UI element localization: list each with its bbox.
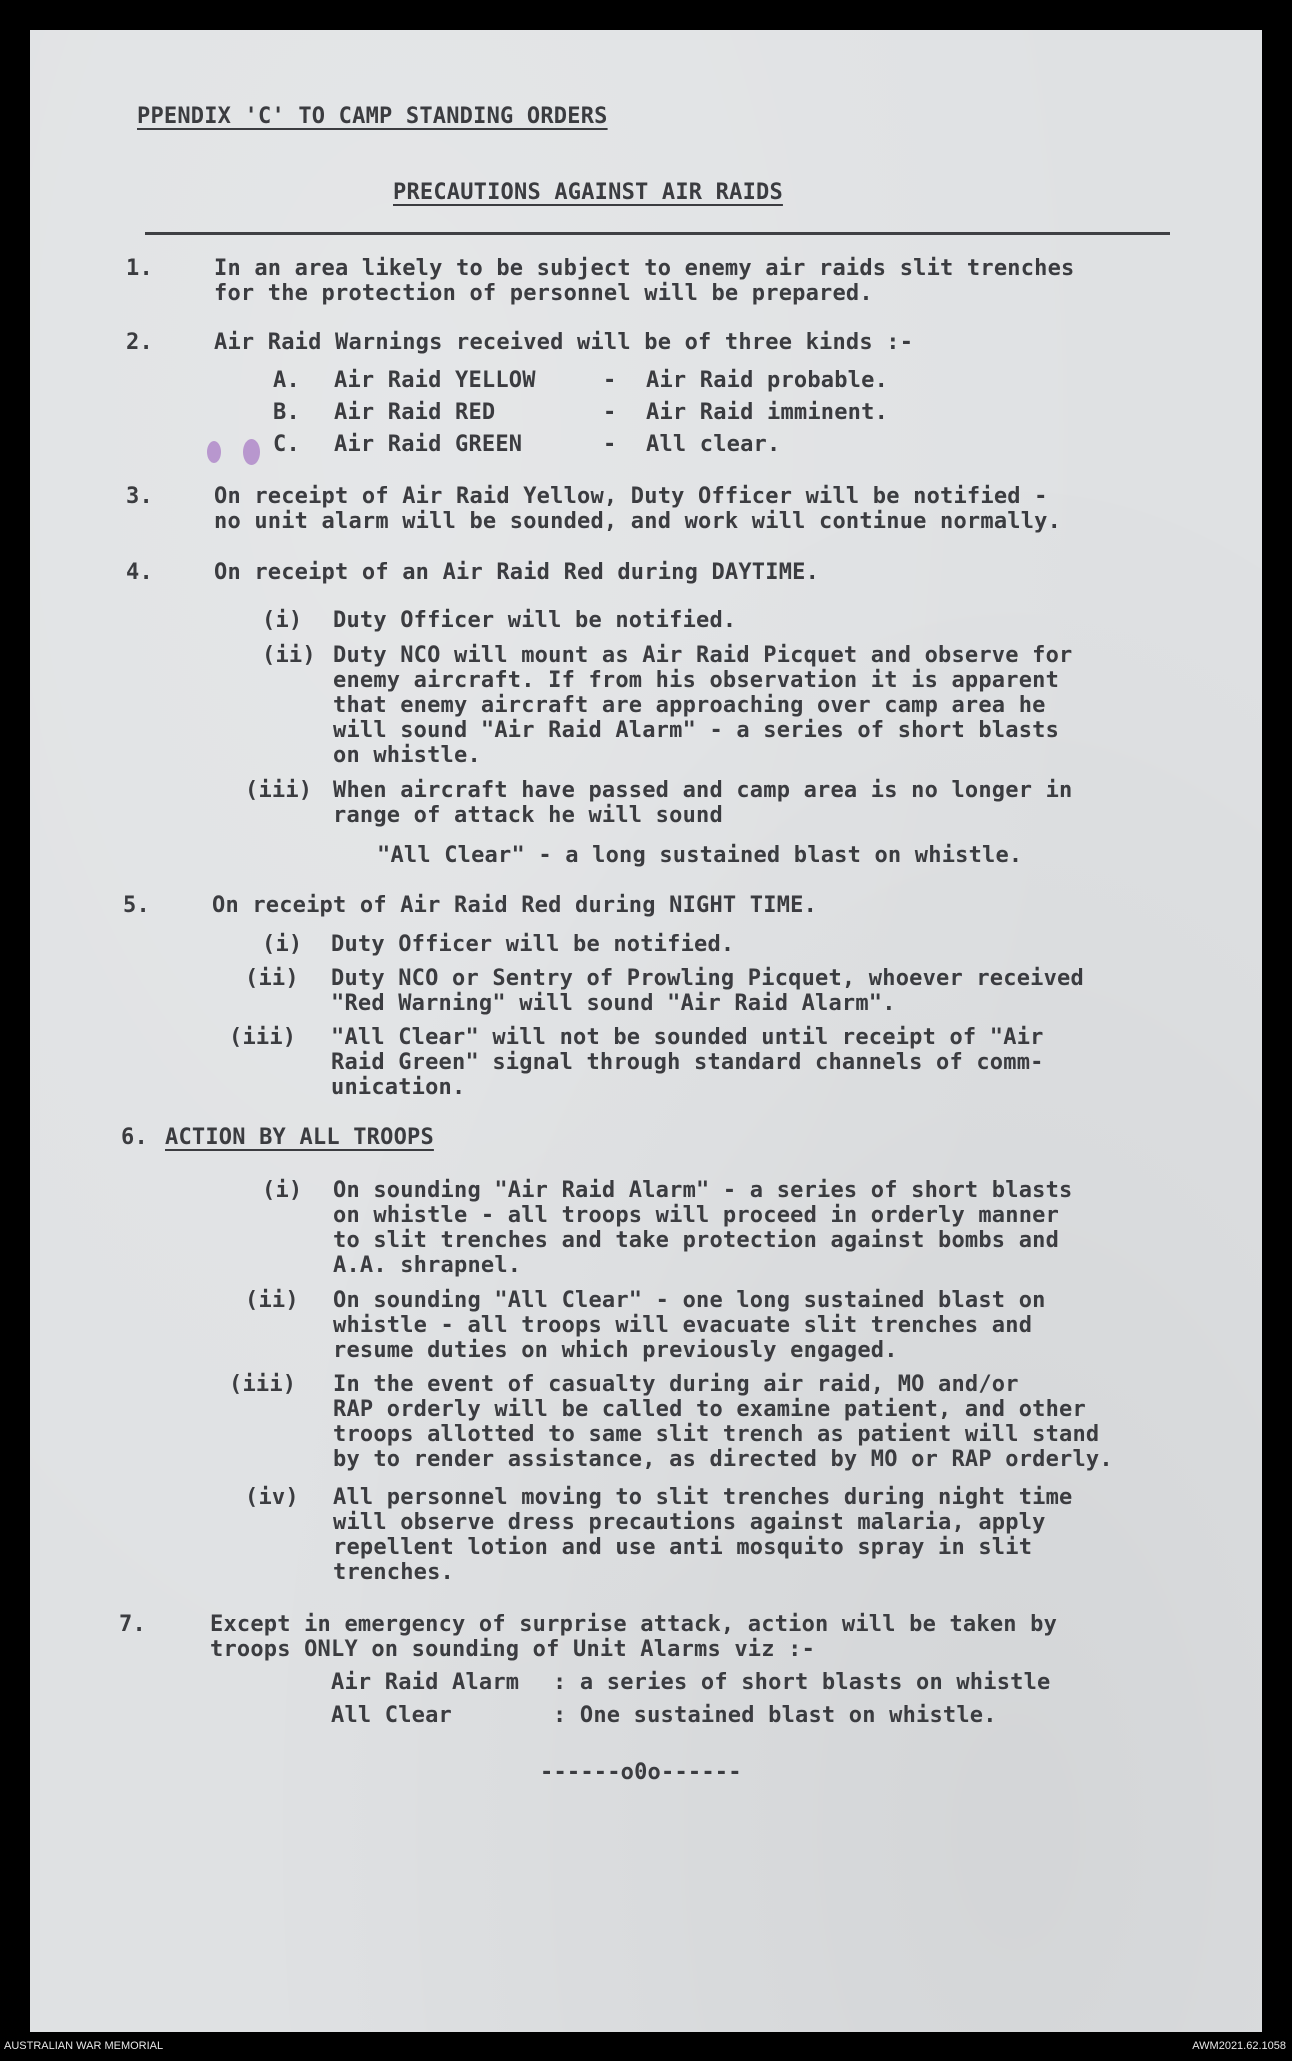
sub-item-number: (ii) xyxy=(245,966,299,991)
sub-item-line: will sound "Air Raid Alarm" - a series of short blasts xyxy=(333,718,1060,743)
warning-letter: C. xyxy=(273,432,300,457)
archive-reference: AWM2021.62.1058 xyxy=(1192,2040,1286,2052)
archive-credit: AUSTRALIAN WAR MEMORIAL xyxy=(4,2040,164,2052)
appendix-header: PPENDIX 'C' TO CAMP STANDING ORDERS xyxy=(137,104,608,129)
sub-item-number: (i) xyxy=(262,1178,303,1203)
sub-item-line: All personnel moving to slit trenches during night time xyxy=(333,1485,1073,1510)
sub-item-line: repellent lotion and use anti mosquito spray in slit xyxy=(333,1535,1033,1560)
warning-desc: Air Raid imminent. xyxy=(646,400,889,425)
sub-item-line: troops allotted to same slit trench as patient will stand xyxy=(333,1422,1100,1447)
para-2-intro: Air Raid Warnings received will be of three kinds :- xyxy=(214,330,914,355)
sub-item-number: (iv) xyxy=(245,1485,299,1510)
warning-dash: - xyxy=(603,400,617,425)
sub-item-line: on whistle - all troops will proceed in orderly manner xyxy=(333,1203,1060,1228)
unit-alarm-name: All Clear xyxy=(331,1703,453,1728)
sub-item-line: Raid Green" signal through standard channels of comm- xyxy=(331,1050,1044,1075)
end-marker: ------o0o------ xyxy=(540,1760,742,1785)
warning-letter: B. xyxy=(273,400,300,425)
sub-item-line: On sounding "All Clear" - one long sustained blast on xyxy=(333,1288,1046,1313)
unit-alarm-name: Air Raid Alarm xyxy=(331,1670,520,1695)
para-1-line: In an area likely to be subject to enemy air raids slit trenches xyxy=(214,256,1075,281)
sub-item-line: When aircraft have passed and camp area is no longer in xyxy=(333,778,1073,803)
sub-item-line: Duty Officer will be notified. xyxy=(333,608,737,633)
sub-item-number: (iii) xyxy=(229,1025,297,1050)
document-title: PRECAUTIONS AGAINST AIR RAIDS xyxy=(393,180,783,205)
para-1-number: 1. xyxy=(126,256,153,281)
all-clear-definition: "All Clear" - a long sustained blast on whistle. xyxy=(377,843,1023,868)
sub-item-line: A.A. shrapnel. xyxy=(333,1253,522,1278)
para-7-line: troops ONLY on sounding of Unit Alarms viz :- xyxy=(210,1637,816,1662)
sub-item-line: Duty NCO or Sentry of Prowling Picquet, whoever received xyxy=(331,966,1084,991)
para-5-intro: On receipt of Air Raid Red during NIGHT TIME. xyxy=(212,893,818,918)
sub-item-number: (ii) xyxy=(262,643,316,668)
title-rule xyxy=(145,232,1170,235)
sub-item-number: (iii) xyxy=(245,778,313,803)
sub-item-line: In the event of casualty during air raid, MO and/or xyxy=(333,1372,1019,1397)
sub-item-line: by to render assistance, as directed by MO or RAP orderly. xyxy=(333,1447,1113,1472)
sub-item-line: enemy aircraft. If from his observation it is apparent xyxy=(333,668,1060,693)
warning-desc: All clear. xyxy=(646,432,781,457)
para-2-number: 2. xyxy=(126,330,153,355)
sub-item-line: "All Clear" will not be sounded until receipt of "Air xyxy=(331,1025,1044,1050)
sub-item-line: "Red Warning" will sound "Air Raid Alarm". xyxy=(331,991,896,1016)
sub-item-line: unication. xyxy=(331,1075,466,1100)
para-3-line: no unit alarm will be sounded, and work will continue normally. xyxy=(214,509,1062,534)
para-6-number: 6. xyxy=(121,1125,148,1150)
unit-alarm-desc: : a series of short blasts on whistle xyxy=(553,1670,1051,1695)
para-3-number: 3. xyxy=(126,484,153,509)
sub-item-line: Duty NCO will mount as Air Raid Picquet and observe for xyxy=(333,643,1073,668)
para-3-line: On receipt of Air Raid Yellow, Duty Officer will be notified - xyxy=(214,484,1048,509)
sub-item-line: resume duties on which previously engaged. xyxy=(333,1338,898,1363)
para-5-number: 5. xyxy=(123,893,150,918)
para-7-number: 7. xyxy=(119,1612,146,1637)
sub-item-line: to slit trenches and take protection against bombs and xyxy=(333,1228,1060,1253)
warning-name: Air Raid YELLOW xyxy=(334,368,536,393)
para-6-heading: ACTION BY ALL TROOPS xyxy=(165,1125,434,1150)
para-4-number: 4. xyxy=(126,560,153,585)
para-4-intro: On receipt of an Air Raid Red during DAYTIME. xyxy=(214,560,820,585)
sub-item-line: RAP orderly will be called to examine patient, and other xyxy=(333,1397,1086,1422)
warning-name: Air Raid RED xyxy=(334,400,496,425)
warning-letter: A. xyxy=(273,368,300,393)
ink-mark xyxy=(243,439,260,465)
sub-item-number: (ii) xyxy=(245,1288,299,1313)
sub-item-line: range of attack he will sound xyxy=(333,803,723,828)
warning-desc: Air Raid probable. xyxy=(646,368,889,393)
sub-item-line: trenches. xyxy=(333,1560,455,1585)
sub-item-line: will observe dress precautions against malaria, apply xyxy=(333,1510,1046,1535)
sub-item-line: that enemy aircraft are approaching over camp area he xyxy=(333,693,1046,718)
sub-item-number: (i) xyxy=(262,608,303,633)
unit-alarm-desc: : One sustained blast on whistle. xyxy=(553,1703,997,1728)
sub-item-line: On sounding "Air Raid Alarm" - a series of short blasts xyxy=(333,1178,1073,1203)
sub-item-line: whistle - all troops will evacuate slit trenches and xyxy=(333,1313,1033,1338)
sub-item-number: (i) xyxy=(262,932,303,957)
sub-item-line: Duty Officer will be notified. xyxy=(331,932,735,957)
sub-item-number: (iii) xyxy=(229,1372,297,1397)
ink-mark xyxy=(207,441,221,463)
warning-dash: - xyxy=(603,432,617,457)
para-1-line: for the protection of personnel will be prepared. xyxy=(214,281,873,306)
warning-dash: - xyxy=(603,368,617,393)
warning-name: Air Raid GREEN xyxy=(334,432,523,457)
para-7-line: Except in emergency of surprise attack, action will be taken by xyxy=(210,1612,1058,1637)
sub-item-line: on whistle. xyxy=(333,743,481,768)
